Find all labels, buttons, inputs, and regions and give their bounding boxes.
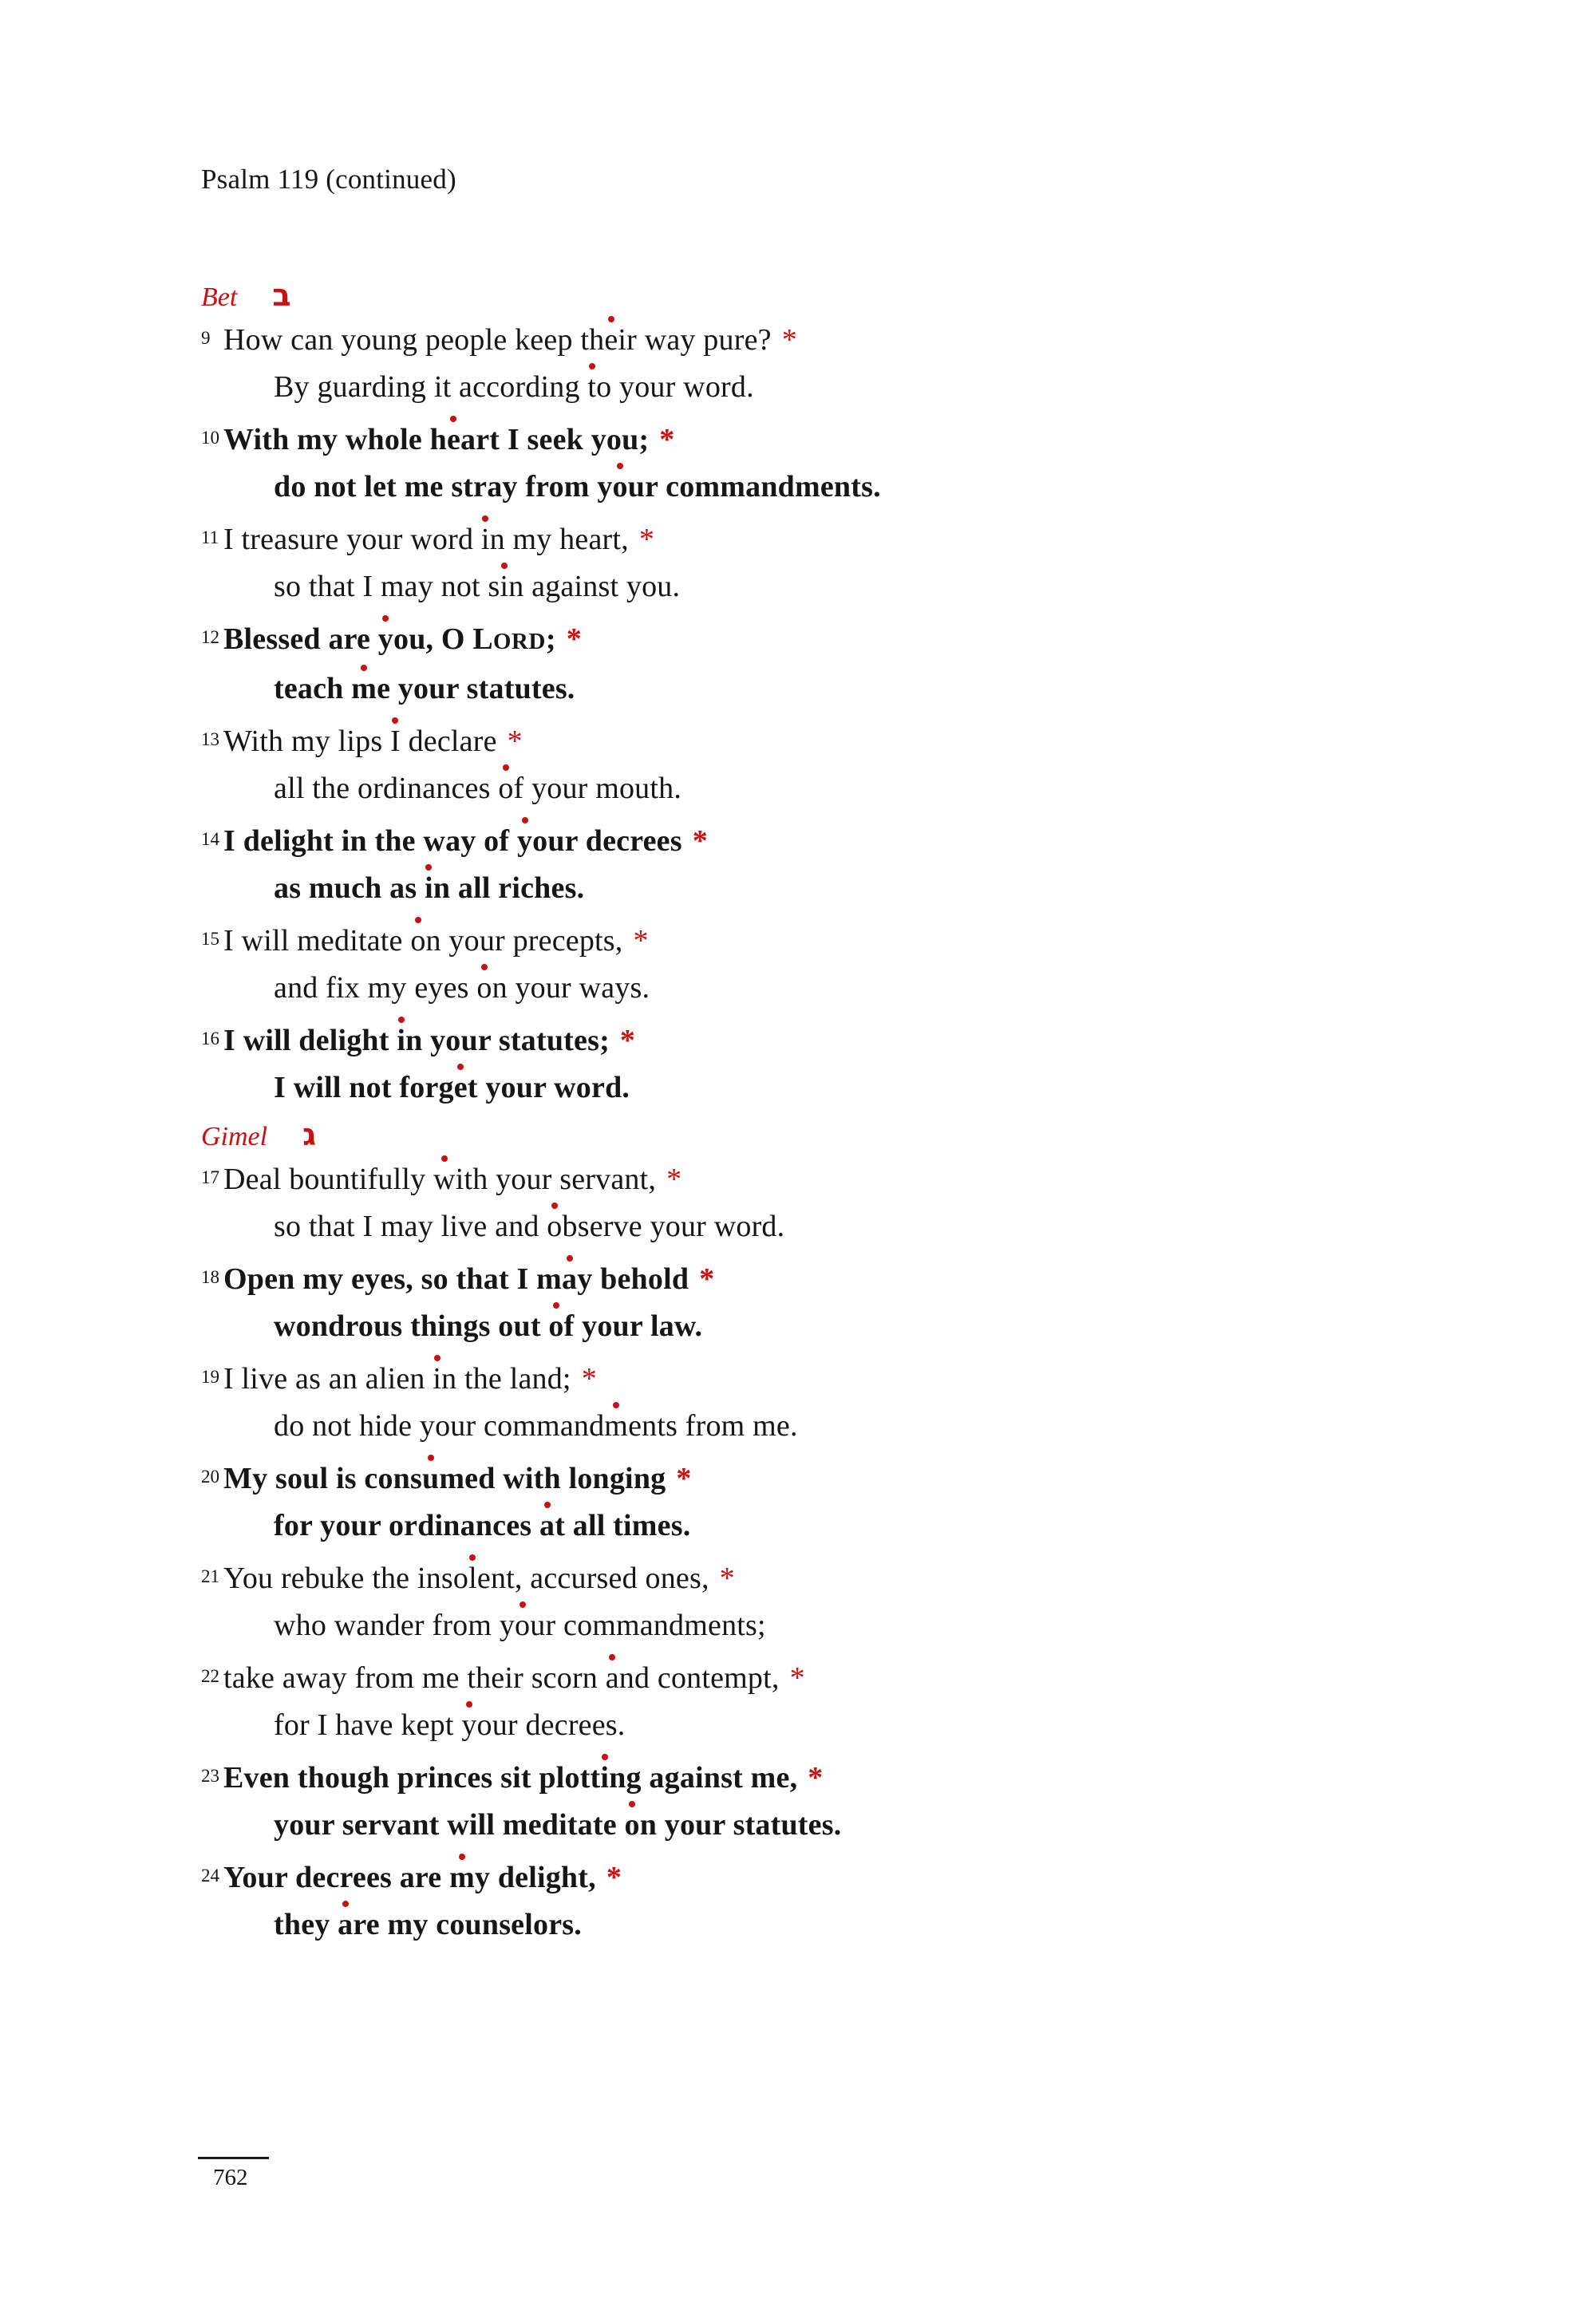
asterisk-mark: * <box>676 1462 692 1495</box>
verse-text: n my heart, <box>489 523 629 556</box>
verse-number: 15 <box>201 929 219 949</box>
verse-text: Deal bountifully <box>223 1163 434 1196</box>
chant-point-dot: a <box>605 1661 619 1695</box>
verse-number: 13 <box>201 729 219 749</box>
verse-line-2 <box>201 1702 881 1749</box>
verse-line-2 <box>201 1064 881 1112</box>
asterisk-mark: * <box>666 1163 682 1196</box>
verse-text: By guarding it according <box>274 370 588 404</box>
section-heading <box>201 1118 881 1151</box>
chant-point-dot: o <box>476 971 492 1005</box>
asterisk-mark: * <box>692 824 708 858</box>
verse-text: I will not forg <box>274 1071 454 1104</box>
asterisk-mark: * <box>789 1661 805 1695</box>
verse-text: n against you. <box>508 570 681 603</box>
verse-number: 18 <box>201 1267 219 1287</box>
page-content <box>201 164 881 1954</box>
verse-text: f your law. <box>563 1309 703 1343</box>
verse-text: ur commandments. <box>627 470 881 503</box>
verse-text: who wander from y <box>274 1609 516 1642</box>
verse-number: 10 <box>201 428 219 448</box>
verse-text: med with longing <box>439 1462 666 1495</box>
verse-line-1 <box>201 1655 881 1702</box>
verse-text: wondrous things out <box>274 1309 549 1343</box>
verse-line-2 <box>201 464 881 511</box>
hebrew-letter-glyph: ג <box>302 1117 317 1152</box>
verse-text: y behold <box>577 1262 689 1296</box>
verse-text: take away from me their scorn <box>223 1661 606 1695</box>
asterisk-mark: * <box>781 323 797 357</box>
verse-number: 21 <box>201 1566 219 1586</box>
verse-line-2 <box>201 665 881 713</box>
verse-line-1 <box>201 1854 881 1901</box>
asterisk-mark: * <box>808 1761 824 1795</box>
page-number: 762 <box>213 2165 248 2190</box>
verse-text: ; <box>545 622 556 656</box>
verse-text: o your word. <box>596 370 754 404</box>
hebrew-section-name: Bet <box>201 282 238 312</box>
verse-number: 11 <box>201 527 219 547</box>
verse-line-2 <box>201 563 881 610</box>
chant-point-dot: t <box>587 370 597 404</box>
divine-name-smallcaps-tail: ORD <box>492 629 546 654</box>
verse-text: ur commandments; <box>530 1609 766 1642</box>
asterisk-mark: * <box>619 1024 636 1057</box>
verse-line-2 <box>201 364 881 411</box>
asterisk-mark: * <box>581 1362 597 1396</box>
verse-text: teach <box>274 672 352 705</box>
chant-point-dot: i <box>480 523 490 556</box>
verse-line-1 <box>201 417 881 464</box>
verse-text: ng against me, <box>609 1761 798 1795</box>
verse-text: f your mouth. <box>513 772 682 805</box>
verse-18 <box>201 1256 881 1350</box>
chant-point-dot: i <box>397 1024 406 1057</box>
chant-point-dot: m <box>604 1409 629 1443</box>
verse-line-2 <box>201 765 881 812</box>
verse-text: t your word. <box>467 1071 630 1104</box>
verse-text: re my counselors. <box>353 1908 582 1941</box>
chant-point-dot: o <box>612 470 628 503</box>
verse-21 <box>201 1555 881 1649</box>
chant-point-dot: e <box>453 1071 468 1104</box>
chant-point-dot: i <box>500 570 509 603</box>
psalm-section-bet <box>201 278 881 1112</box>
asterisk-mark: * <box>633 924 649 958</box>
verse-line-1 <box>201 516 881 563</box>
verse-text: ou, O <box>393 622 473 656</box>
verse-number: 24 <box>201 1866 219 1886</box>
verse-text: With my lips <box>223 725 391 758</box>
verse-20 <box>201 1455 881 1550</box>
verse-line-1 <box>201 918 881 965</box>
verse-number: 9 <box>201 328 211 348</box>
chant-point-dot: i <box>433 1362 442 1396</box>
chant-point-dot: w <box>433 1163 456 1196</box>
verse-text: How can young people keep th <box>223 323 605 357</box>
verse-text: ent, accursed ones, <box>476 1562 709 1595</box>
verse-text: for your ordinances <box>274 1509 539 1542</box>
verse-text: I will delight <box>223 1024 397 1057</box>
verse-number: 12 <box>201 627 219 647</box>
verse-line-1 <box>201 1455 881 1503</box>
verse-text: our decrees. <box>476 1708 626 1742</box>
divine-name-smallcaps: LORD <box>472 622 546 656</box>
verse-line-2 <box>201 1901 881 1949</box>
verse-24 <box>201 1854 881 1949</box>
chant-point-dot: y <box>377 622 393 656</box>
verse-text: so that I may live and <box>274 1210 547 1243</box>
chant-point-dot: i <box>600 1761 610 1795</box>
page-footer <box>198 2157 269 2190</box>
verse-text: n the land; <box>441 1362 571 1396</box>
chant-point-dot: a <box>539 1509 555 1542</box>
verse-line-2 <box>201 1802 881 1849</box>
verse-line-1 <box>201 1156 881 1203</box>
verse-text: do not let me stray from y <box>274 470 613 503</box>
verse-text: y delight, <box>474 1861 596 1894</box>
verse-text: n your ways. <box>492 971 650 1005</box>
verse-text: for I have kept <box>274 1708 462 1742</box>
asterisk-mark: * <box>659 423 675 456</box>
verse-number: 22 <box>201 1666 219 1686</box>
verse-text: as much as <box>274 871 425 905</box>
page-title: Psalm 119 (continued) <box>201 164 456 195</box>
verse-number: 17 <box>201 1167 219 1187</box>
verse-text: Your decrees are <box>223 1861 450 1894</box>
asterisk-mark: * <box>606 1861 622 1894</box>
verse-12 <box>201 616 881 713</box>
hebrew-section-name: Gimel <box>201 1122 268 1151</box>
verse-text: I will meditate <box>223 924 411 958</box>
chant-point-dot: o <box>515 1609 531 1642</box>
verse-text: n your precepts, <box>425 924 623 958</box>
chant-point-dot: m <box>449 1861 475 1894</box>
chant-point-dot: e <box>604 323 618 357</box>
verse-text: our decrees <box>532 824 682 858</box>
verse-10 <box>201 417 881 511</box>
verse-text: t all times. <box>555 1509 691 1542</box>
verse-text: Open my eyes, so that I m <box>223 1262 563 1296</box>
verse-line-2 <box>201 1503 881 1550</box>
verse-number: 19 <box>201 1367 219 1387</box>
verse-line-2 <box>201 965 881 1012</box>
asterisk-mark: * <box>566 622 582 656</box>
verse-line-1 <box>201 818 881 865</box>
verse-number: 23 <box>201 1766 219 1786</box>
chant-point-dot: u <box>421 1462 440 1495</box>
section-heading <box>201 278 881 312</box>
verse-17 <box>201 1156 881 1250</box>
verse-text: n your statutes; <box>405 1024 610 1057</box>
asterisk-mark: * <box>507 725 523 758</box>
chant-point-dot: o <box>547 1210 563 1243</box>
verse-number: 14 <box>201 829 219 849</box>
verse-number: 16 <box>201 1029 219 1048</box>
verse-13 <box>201 718 881 812</box>
chant-point-dot: y <box>516 824 533 858</box>
chant-point-dot: i <box>425 871 433 905</box>
verse-text: so that I may not s <box>274 570 500 603</box>
asterisk-mark: * <box>719 1562 735 1595</box>
verse-line-2 <box>201 1303 881 1350</box>
hebrew-letter-glyph: ב <box>272 278 291 313</box>
verse-line-1 <box>201 616 881 665</box>
verse-14 <box>201 818 881 912</box>
verse-text: You rebuke the inso <box>223 1562 469 1595</box>
verse-19 <box>201 1356 881 1450</box>
chant-point-dot: a <box>338 1908 354 1941</box>
asterisk-mark: * <box>699 1262 715 1296</box>
verse-text: Even though princes sit plott <box>223 1761 601 1795</box>
verse-text: your servant will meditate <box>274 1808 625 1842</box>
verse-text: declare <box>400 725 497 758</box>
verse-15 <box>201 918 881 1012</box>
verse-text: With my whole h <box>223 423 447 456</box>
verse-text: I live as an alien <box>223 1362 433 1396</box>
asterisk-mark: * <box>638 523 655 556</box>
verse-text: they <box>274 1908 338 1941</box>
verse-number: 20 <box>201 1467 219 1487</box>
verse-text: e your statutes. <box>377 672 575 705</box>
chant-point-dot: o <box>548 1309 564 1343</box>
verse-line-2 <box>201 865 881 912</box>
verse-text: and fix my eyes <box>274 971 477 1005</box>
verse-line-1 <box>201 1017 881 1064</box>
verse-line-2 <box>201 1403 881 1450</box>
chant-point-dot: e <box>446 423 461 456</box>
verse-16 <box>201 1017 881 1112</box>
verse-text: ith your servant, <box>455 1163 657 1196</box>
verse-line-1 <box>201 1256 881 1303</box>
verse-text: do not hide your command <box>274 1409 605 1443</box>
verse-text: Blessed are <box>223 622 378 656</box>
chant-point-dot: I <box>390 725 401 758</box>
verse-text: I delight in the way of <box>223 824 517 858</box>
chant-point-dot: a <box>562 1262 578 1296</box>
verse-9 <box>201 317 881 411</box>
chant-point-dot: o <box>410 924 426 958</box>
verse-line-1 <box>201 1755 881 1802</box>
verse-text: My soul is cons <box>223 1462 422 1495</box>
verse-text: n your statutes. <box>639 1808 842 1842</box>
chant-point-dot: o <box>498 772 514 805</box>
psalm-section-gimel <box>201 1118 881 1949</box>
verse-text: all the ordinances <box>274 772 499 805</box>
verse-line-1 <box>201 1555 881 1602</box>
footer-rule <box>198 2157 269 2159</box>
verse-text: art I seek you; <box>460 423 650 456</box>
verse-line-2 <box>201 1203 881 1250</box>
psalm-sections <box>201 278 881 1949</box>
verse-text: bserve your word. <box>562 1210 785 1243</box>
chant-point-dot: l <box>468 1562 477 1595</box>
verse-text: n all riches. <box>433 871 585 905</box>
verse-23 <box>201 1755 881 1849</box>
verse-text: I treasure your word <box>223 523 481 556</box>
verse-11 <box>201 516 881 610</box>
verse-line-1 <box>201 1356 881 1403</box>
chant-point-dot: o <box>624 1808 640 1842</box>
verse-text: ir way pure? <box>618 323 772 357</box>
verse-22 <box>201 1655 881 1749</box>
verse-line-1 <box>201 718 881 765</box>
chant-point-dot: m <box>351 672 377 705</box>
verse-line-1 <box>201 317 881 364</box>
chant-point-dot: y <box>461 1708 477 1742</box>
verse-text: ents from me. <box>628 1409 798 1443</box>
verse-text: nd contempt, <box>618 1661 780 1695</box>
verse-line-2 <box>201 1602 881 1649</box>
